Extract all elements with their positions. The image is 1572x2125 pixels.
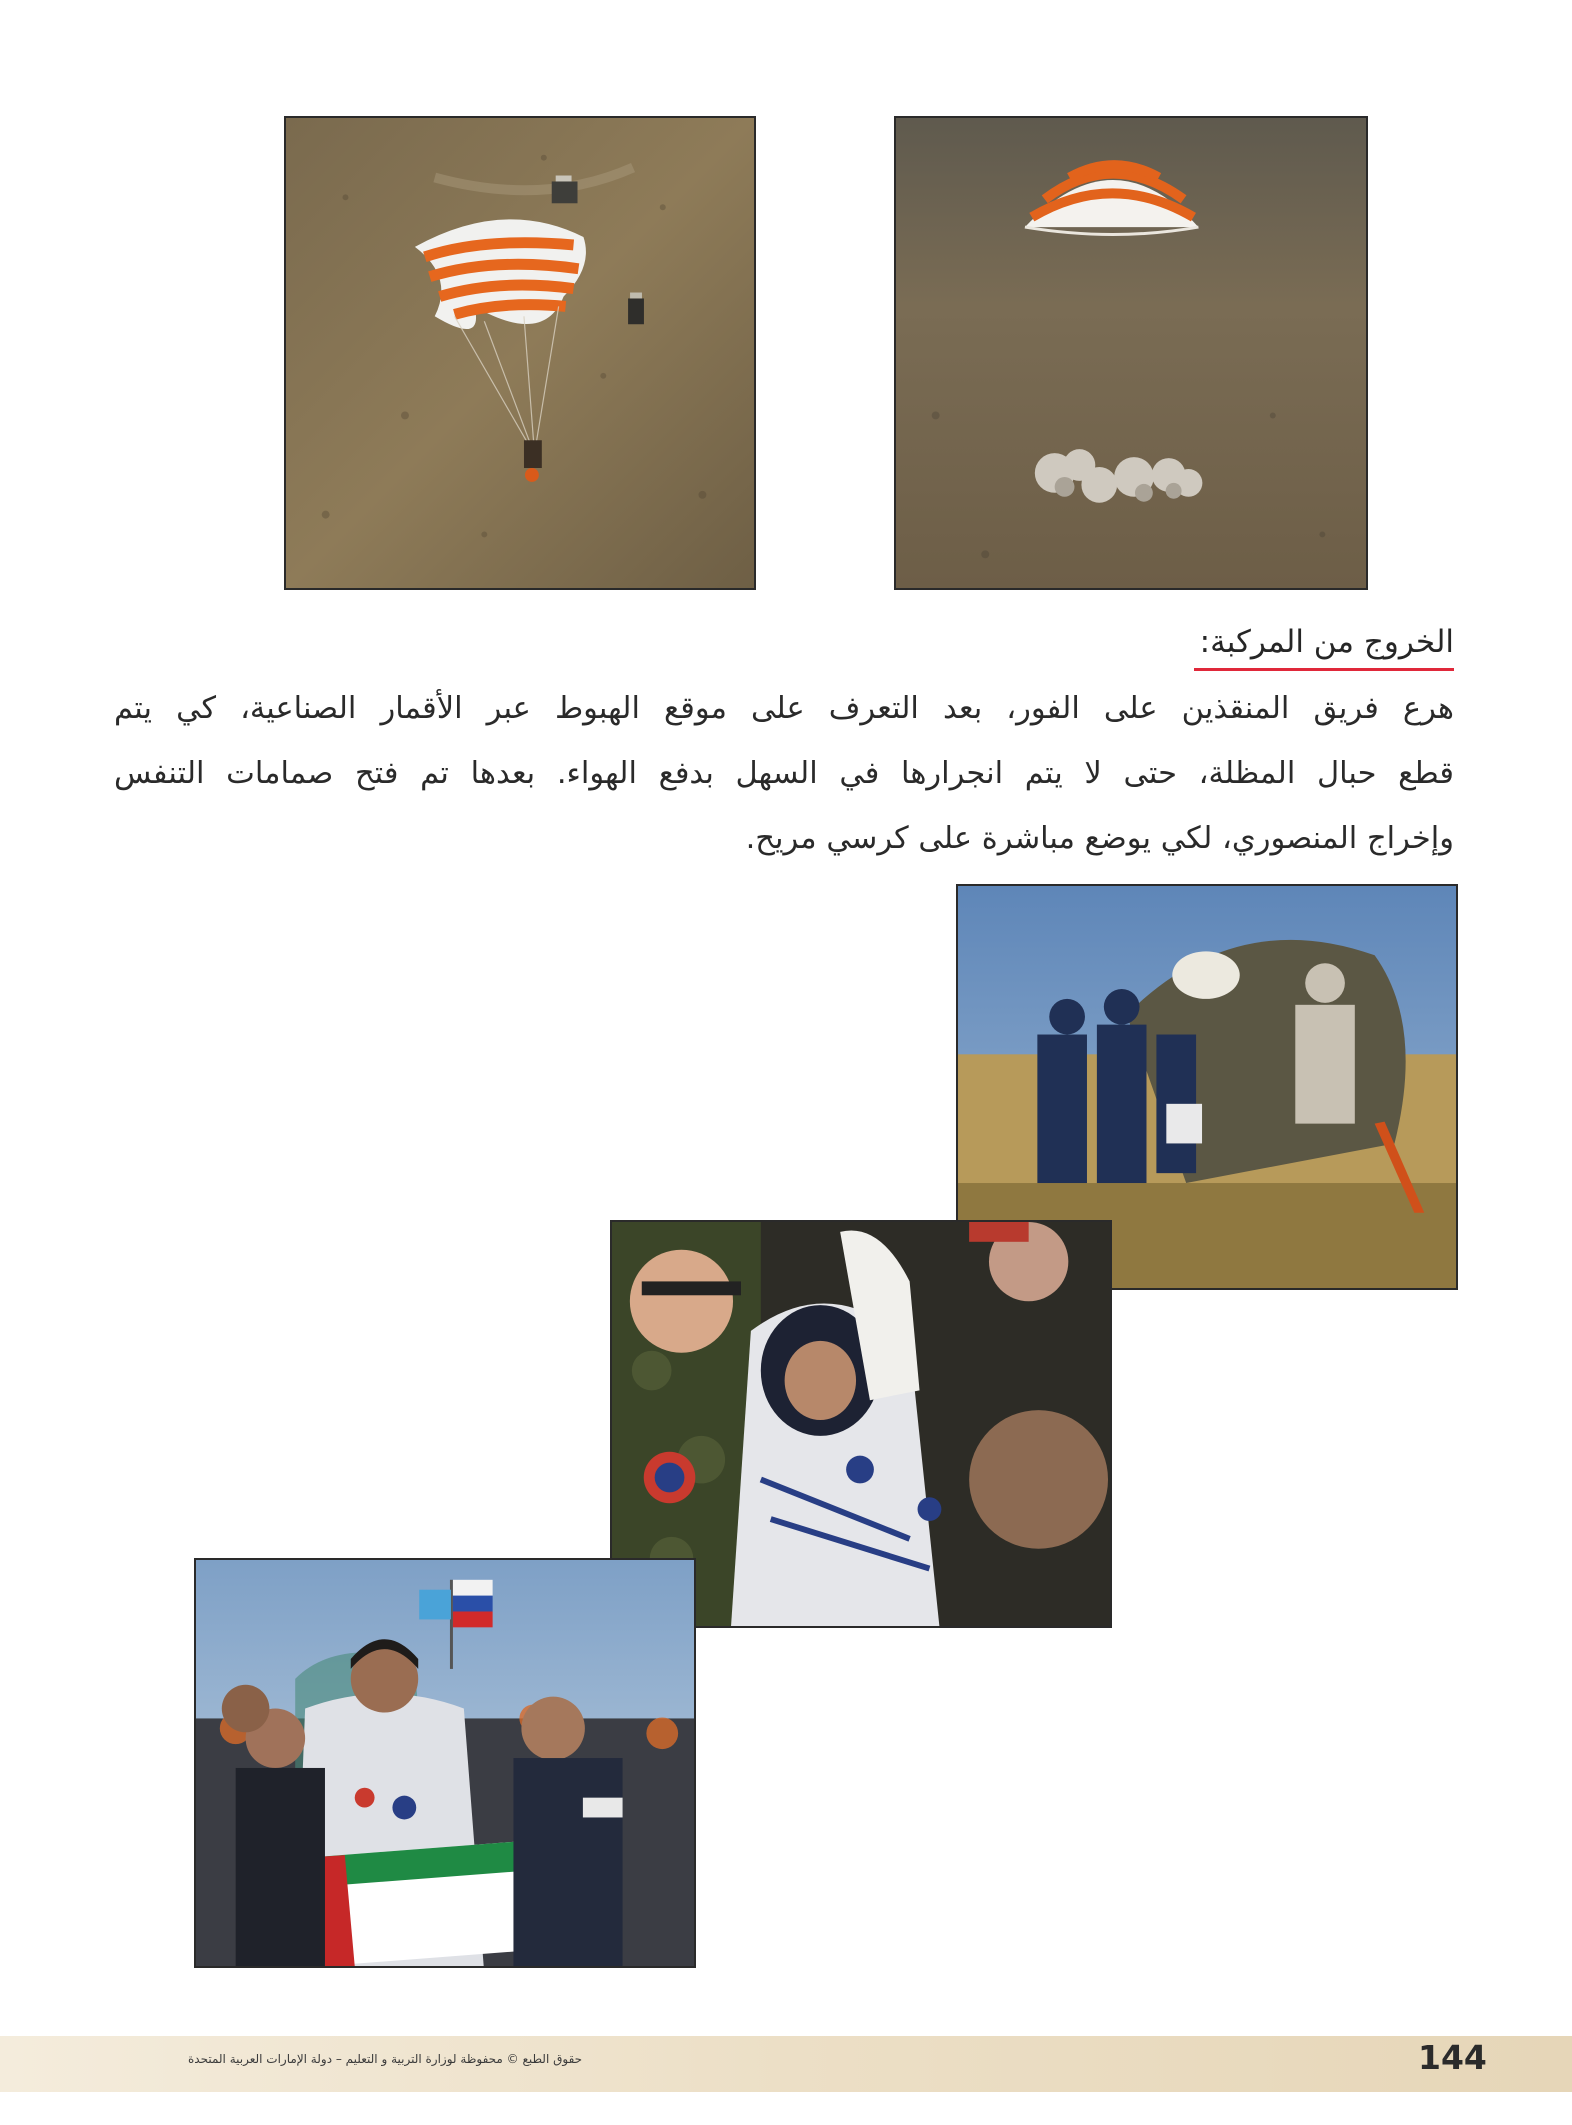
heading-underline <box>1194 668 1454 671</box>
section-heading: الخروج من المركبة: <box>1199 624 1454 660</box>
photo-parachute-landing-dust <box>894 116 1368 590</box>
paragraph-line-2: قطع حبال المظلة، حتى لا يتم انجرارها في السهل بدفع الهواء. بعدها تم فتح صمامات التنفس <box>114 756 1454 791</box>
parachute-landing-illustration <box>896 118 1366 588</box>
paragraph-line-3: وإخراج المنصوري، لكي يوضع مباشرة على كرسي مريح. <box>745 821 1454 856</box>
section-paragraph <box>114 676 1454 871</box>
parachute-vehicles-illustration <box>286 118 754 588</box>
paragraph-line-1: هرع فريق المنقذين على الفور، بعد التعرف على موقع الهبوط عبر الأقمار الصناعية، كي يتم <box>114 691 1454 726</box>
page-number: 144 <box>1418 2038 1487 2077</box>
crescent-moon-icon <box>1478 2012 1550 2112</box>
footer-copyright: حقوق الطبع © محفوظة لوزارة التربية و التعليم – دولة الإمارات العربية المتحدة <box>188 2052 583 2066</box>
photo-parachute-with-vehicles <box>284 116 756 590</box>
astronaut-flag-illustration <box>196 1560 694 1966</box>
photo-astronaut-with-flag <box>194 1558 696 1968</box>
